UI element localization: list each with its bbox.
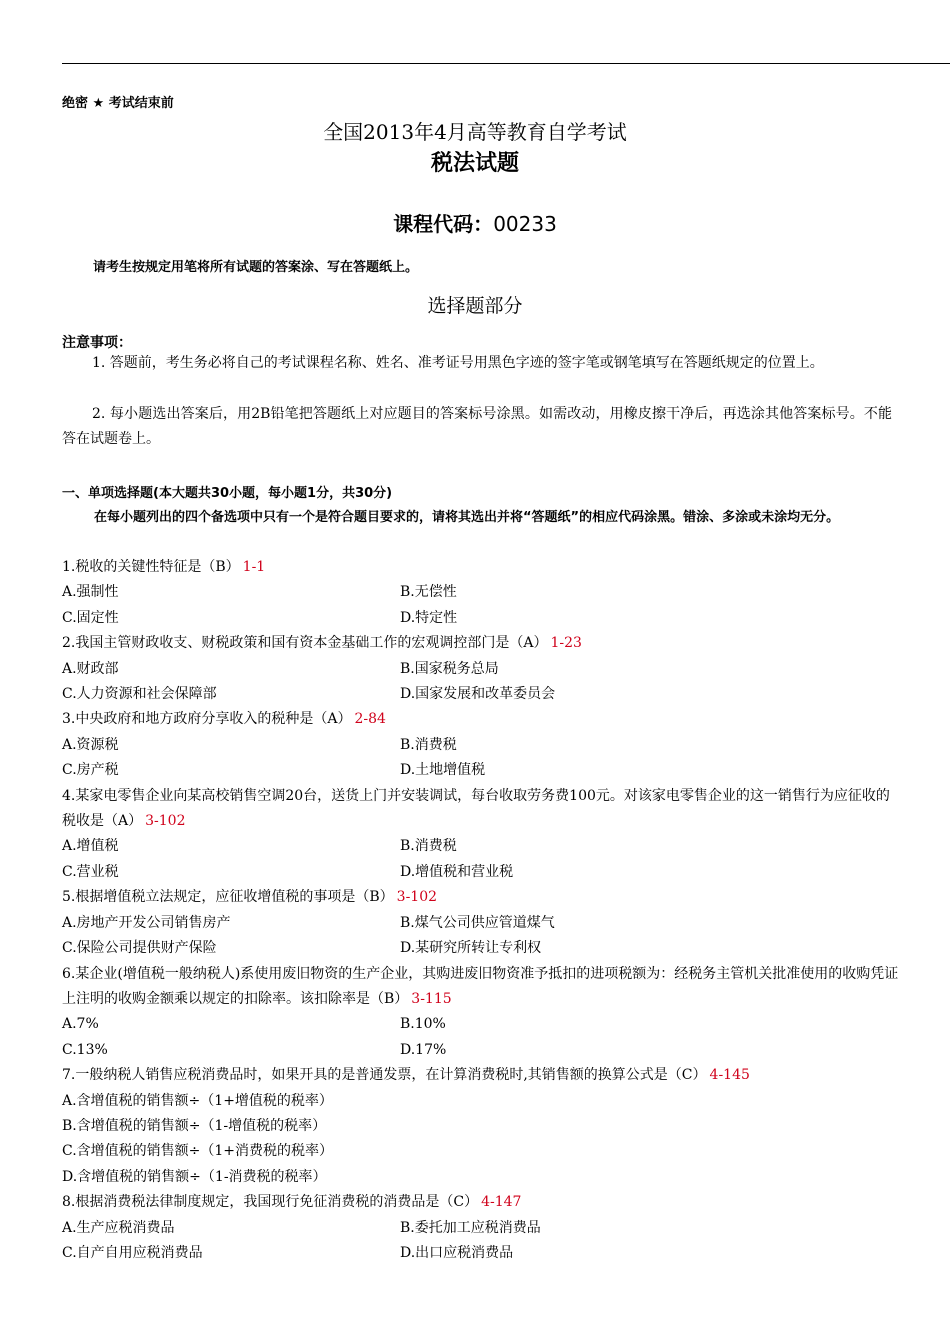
answer-option: B.10%	[400, 1016, 446, 1033]
section-heading: 一、单项选择题(本大题共30小题，每小题1分，共30分)	[62, 486, 393, 501]
answer-option: C.13%	[62, 1041, 108, 1058]
question-text: 8.根据消费税法律制度规定，我国现行免征消费税的消费品是（C）	[62, 1194, 479, 1211]
option-group	[62, 834, 902, 885]
question-8	[62, 1190, 902, 1266]
subject-title: 税法试题	[430, 151, 519, 176]
answer-option: C.自产自用应税消费品	[62, 1244, 203, 1261]
answer-option: A.增值税	[62, 838, 119, 855]
question-stem	[62, 631, 902, 656]
answer-option: D.17%	[400, 1041, 447, 1058]
question-stem	[62, 1063, 902, 1088]
option-group	[62, 1216, 902, 1267]
answer-option: D.增值税和营业税	[400, 863, 514, 880]
answer-option: D.出口应税消费品	[400, 1244, 514, 1261]
answer-option: C.保险公司提供财产保险	[62, 940, 217, 957]
answer-option: B.煤气公司供应管道煤气	[400, 914, 555, 931]
option-group	[62, 657, 902, 708]
notice-item: 1. 答题前，考生务必将自己的考试课程名称、姓名、准考证号用黑色字迹的签字笔或钢笔填写在答题纸规定的位置上。	[92, 355, 824, 371]
question-list	[62, 555, 902, 1266]
question-5	[62, 885, 902, 961]
answer-option: A.含增值税的销售额÷（1+增值税的税率）	[62, 1092, 333, 1109]
question-2	[62, 631, 902, 707]
question-stem	[62, 1190, 902, 1215]
question-text: 6.某企业(增值税一般纳税人)系使用废旧物资的生产企业，其购进废旧物资准予抵扣的进项税额为：经税务主管机关批准使用的收购凭证上注明的收购金额乘以规定的扣除率。该扣除率是（B）	[62, 965, 899, 1007]
answer-option: B.消费税	[400, 736, 457, 753]
exam-title: 全国2013年4月高等教育自学考试	[323, 120, 627, 144]
question-stem	[62, 885, 902, 910]
answer-option: C.人力资源和社会保障部	[62, 686, 217, 703]
question-stem	[62, 784, 902, 835]
header-rule	[62, 63, 950, 64]
answer-option: A.资源税	[62, 736, 119, 753]
question-text: 2.我国主管财政收支、财税政策和国有资本金基础工作的宏观调控部门是（A）	[62, 635, 548, 652]
question-reference: 2-84	[354, 711, 386, 728]
question-text: 4.某家电零售企业向某高校销售空调20台，送货上门并安装调试，每台收取劳务费100元。对该家电零售企业的这一销售行为应征收的税收是（A）	[62, 787, 890, 830]
answer-option: B.国家税务总局	[400, 660, 499, 677]
answer-instruction: 请考生按规定用笔将所有试题的答案涂、写在答题纸上。	[93, 260, 419, 275]
answer-option: D.特定性	[400, 609, 458, 626]
answer-option: D.某研究所转让专利权	[400, 940, 542, 957]
answer-option: A.财政部	[62, 660, 119, 677]
secret-mark: 绝密 ★ 考试结束前	[62, 96, 174, 111]
course-code-label: 课程代码：	[393, 212, 494, 236]
part-title: 选择题部分	[427, 295, 523, 317]
question-6	[62, 962, 902, 1064]
notice-heading: 注意事项：	[62, 335, 132, 351]
option-group	[62, 580, 902, 631]
question-3	[62, 707, 902, 783]
question-text: 7.一般纳税人销售应税消费品时，如果开具的是普通发票，在计算消费税时,其销售额的换算公式是（C）	[62, 1067, 707, 1084]
answer-option: C.含增值税的销售额÷（1+消费税的税率）	[62, 1143, 334, 1160]
question-text: 3.中央政府和地方政府分享收入的税种是（A）	[62, 711, 352, 728]
course-code-value: 00233	[493, 212, 557, 236]
question-stem	[62, 707, 902, 732]
answer-option: B.委托加工应税消费品	[400, 1219, 541, 1236]
answer-option: A.生产应税消费品	[62, 1219, 175, 1236]
answer-option: C.固定性	[62, 609, 119, 626]
question-1	[62, 555, 902, 631]
option-group	[62, 1012, 902, 1063]
answer-option: A.房地产开发公司销售房产	[62, 914, 231, 931]
answer-option: C.房产税	[62, 762, 119, 779]
course-code	[0, 208, 950, 237]
answer-option: C.营业税	[62, 863, 119, 880]
section-description: 在每小题列出的四个备选项中只有一个是符合题目要求的，请将其选出并将“答题纸”的相应代码涂黑。错涂、多涂或未涂均无分。	[94, 510, 840, 525]
question-reference: 4-145	[709, 1067, 750, 1084]
answer-option: A.7%	[62, 1016, 99, 1033]
question-text: 1.税收的关键性特征是（B）	[62, 559, 240, 575]
question-stem	[62, 555, 902, 580]
question-4	[62, 784, 902, 886]
question-stem	[62, 962, 902, 1013]
question-text: 5.根据增值税立法规定，应征收增值税的事项是（B）	[62, 889, 394, 906]
answer-option: D.国家发展和改革委员会	[400, 686, 556, 703]
option-group	[62, 733, 902, 784]
question-reference: 3-102	[396, 889, 438, 906]
option-group	[62, 911, 902, 962]
question-reference: 1-1	[242, 559, 266, 575]
answer-option: B.无偿性	[400, 584, 457, 601]
answer-option: D.土地增值税	[400, 762, 486, 779]
option-group	[62, 1089, 902, 1191]
answer-option: D.含增值税的销售额÷（1-消费税的税率）	[62, 1168, 327, 1185]
answer-option: A.强制性	[62, 584, 119, 601]
question-reference: 4-147	[481, 1194, 522, 1211]
answer-option: B.消费税	[400, 838, 457, 855]
notice-item: 2. 每小题选出答案后，用2B铅笔把答题纸上对应题目的答案标号涂黑。如需改动，用橡皮擦干净后，再选涂其他答案标号。不能答在试题卷上。	[62, 406, 892, 447]
question-7	[62, 1063, 902, 1190]
answer-option: B.含增值税的销售额÷（1-增值税的税率）	[62, 1117, 327, 1134]
question-reference: 3-115	[411, 990, 452, 1007]
question-reference: 3-102	[145, 813, 186, 830]
question-reference: 1-23	[550, 635, 582, 652]
